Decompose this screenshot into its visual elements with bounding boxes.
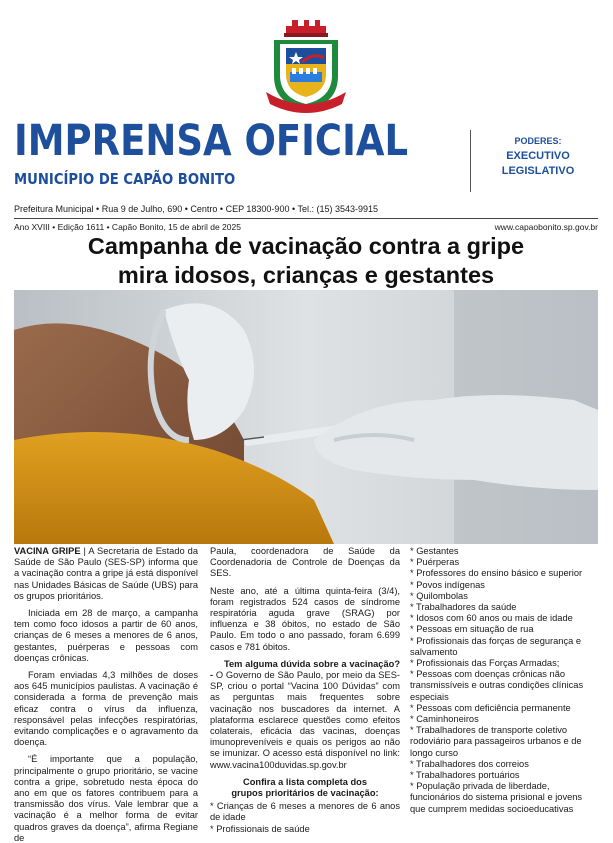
list-item: * Professores do ensino básico e superior xyxy=(410,568,583,579)
list-item: * Pessoas com doenças crônicas não transmissíveis e outras condições clínicas especiais xyxy=(410,669,584,702)
list-item: * Crianças de 6 meses a menores de 6 anos de idade xyxy=(210,801,400,823)
address-line: Prefeitura Municipal • Rua 9 de Julho, 690 • Centro • CEP 18300-900 • Tel.: (15) 3543-9915 xyxy=(14,204,378,214)
edition-info: Ano XVIII • Edição 1611 • Capão Bonito, 15 de abril de 2025 xyxy=(14,222,241,232)
vaccination-photo xyxy=(14,290,598,544)
header-rule xyxy=(14,218,598,219)
headline xyxy=(14,232,598,290)
list-item: * Pessoas com deficiência permanente xyxy=(410,702,571,713)
powers-label: PODERES: xyxy=(514,136,562,146)
priority-list xyxy=(210,801,400,835)
priority-list-title-line-1: Confira a lista completa dos xyxy=(243,776,367,787)
list-item: * Trabalhadores da saúde xyxy=(410,602,517,613)
newspaper-title: IMPRENSA OFICIAL xyxy=(14,116,409,166)
article-paragraph: “É importante que a população, principalmente o grupo prioritário, se vacine contra a gripe, sobretudo nesta época do ano em que os fatores contribuem para a transmissão dos vírus. Vale lembrar que a vacinação é a melhor forma de evitar quadros graves da doença”, afirma Regiane de xyxy=(14,754,198,843)
list-item: * Trabalhadores de transporte coletivo rodoviário para passageiros urbanos e de longo curso xyxy=(410,725,582,758)
article-text: O Governo de São Paulo, por meio da SES-SP, criou o portal “Vacina 100 Dúvidas” com as perguntas mais frequentes sobre vacinação nos buscadores da internet. A plataforma esclarece questões como efeitos colaterais, eficácia das vacinas, doenças imunopreveníveis e quais os perigos ao não se imunizar. O acesso está disponível no link: www.vacina100duvidas.sp.gov.br xyxy=(210,670,400,770)
list-item: * População privada de liberdade, funcionários do sistema prisional e jovens que cumprem medidas socioeducativas xyxy=(410,781,583,814)
powers-box xyxy=(478,134,598,179)
list-item: * Gestantes xyxy=(410,546,459,556)
list-item: * Caminhoneiros xyxy=(410,714,479,725)
list-item: * Pessoas em situação de rua xyxy=(410,624,534,635)
list-item: * Profissionais de saúde xyxy=(210,823,310,834)
city-coat-of-arms-icon xyxy=(262,18,350,114)
article-column-1 xyxy=(14,546,198,843)
article-text: | A Secretaria de Estado da Saúde de São Paulo (SES-SP) informa que a vacinação contra a gripe já está disponível nas Unidades Básicas de Saúde (UBS) para os grupos prioritários. xyxy=(14,546,198,601)
list-item: * Puérperas xyxy=(410,557,460,568)
masthead-divider xyxy=(470,130,471,192)
article-lead-label: VACINA GRIPE xyxy=(14,546,81,556)
website-link[interactable]: www.capaobonito.sp.gov.br xyxy=(494,222,598,232)
article-paragraph xyxy=(14,546,198,602)
list-item: * Quilombolas xyxy=(410,590,468,601)
list-item: * Povos indígenas xyxy=(410,579,485,590)
list-item: * Trabalhadores portuários xyxy=(410,770,520,781)
article-column-2 xyxy=(210,546,400,835)
article-paragraph: Neste ano, até a última quinta-feira (3/4), foram registrados 524 casos de síndrome respiratória aguda grave (SRAG) por influenza e 38 óbitos, no estado de São Paulo. Em todo o ano passado, foram 6.699 casos e 781 óbitos. xyxy=(210,585,400,652)
article-paragraph xyxy=(210,659,400,771)
article-paragraph: Paula, coordenadora de Saúde da Coordenadoria de Controle de Doenças da SES. xyxy=(210,546,400,579)
power-legislative: LEGISLATIVO xyxy=(501,165,575,177)
list-item: * Trabalhadores dos correios xyxy=(410,758,529,769)
article-paragraph: Foram enviadas 4,3 milhões de doses aos 645 municípios paulistas. A vacinação é considerada a forma de prevenção mais eficaz contra o vírus da influenza, responsável pelas infecções respiratórias, evitando complicações e o agravamento da doença. xyxy=(14,670,198,748)
priority-list-title xyxy=(210,777,400,799)
list-item: * Idosos com 60 anos ou mais de idade xyxy=(410,613,573,624)
headline-line-1: Campanha de vacinação contra a gripe xyxy=(87,233,525,259)
faq-label: Tem alguma dúvida sobre a vacinação? - xyxy=(210,658,400,681)
municipality-name: MUNICÍPIO DE CAPÃO BONITO xyxy=(14,170,236,188)
article-column-3 xyxy=(410,546,598,815)
masthead xyxy=(14,116,472,188)
article-paragraph: Iniciada em 28 de março, a campanha tem como foco idosos a partir de 60 anos, crianças de 6 meses a menores de 6 anos, gestantes, puérperas e pessoas com doenças crônicas. xyxy=(14,608,198,663)
power-executive: EXECUTIVO xyxy=(506,150,570,162)
list-item: * Profissionais das Forças Armadas; xyxy=(410,658,560,669)
priority-list-continued xyxy=(410,546,598,815)
headline-line-2: mira idosos, crianças e gestantes xyxy=(117,262,495,288)
list-item: * Profissionais das forças de segurança e salvamento xyxy=(410,635,582,657)
priority-list-title-line-2: grupos prioritários de vacinação: xyxy=(231,788,379,799)
